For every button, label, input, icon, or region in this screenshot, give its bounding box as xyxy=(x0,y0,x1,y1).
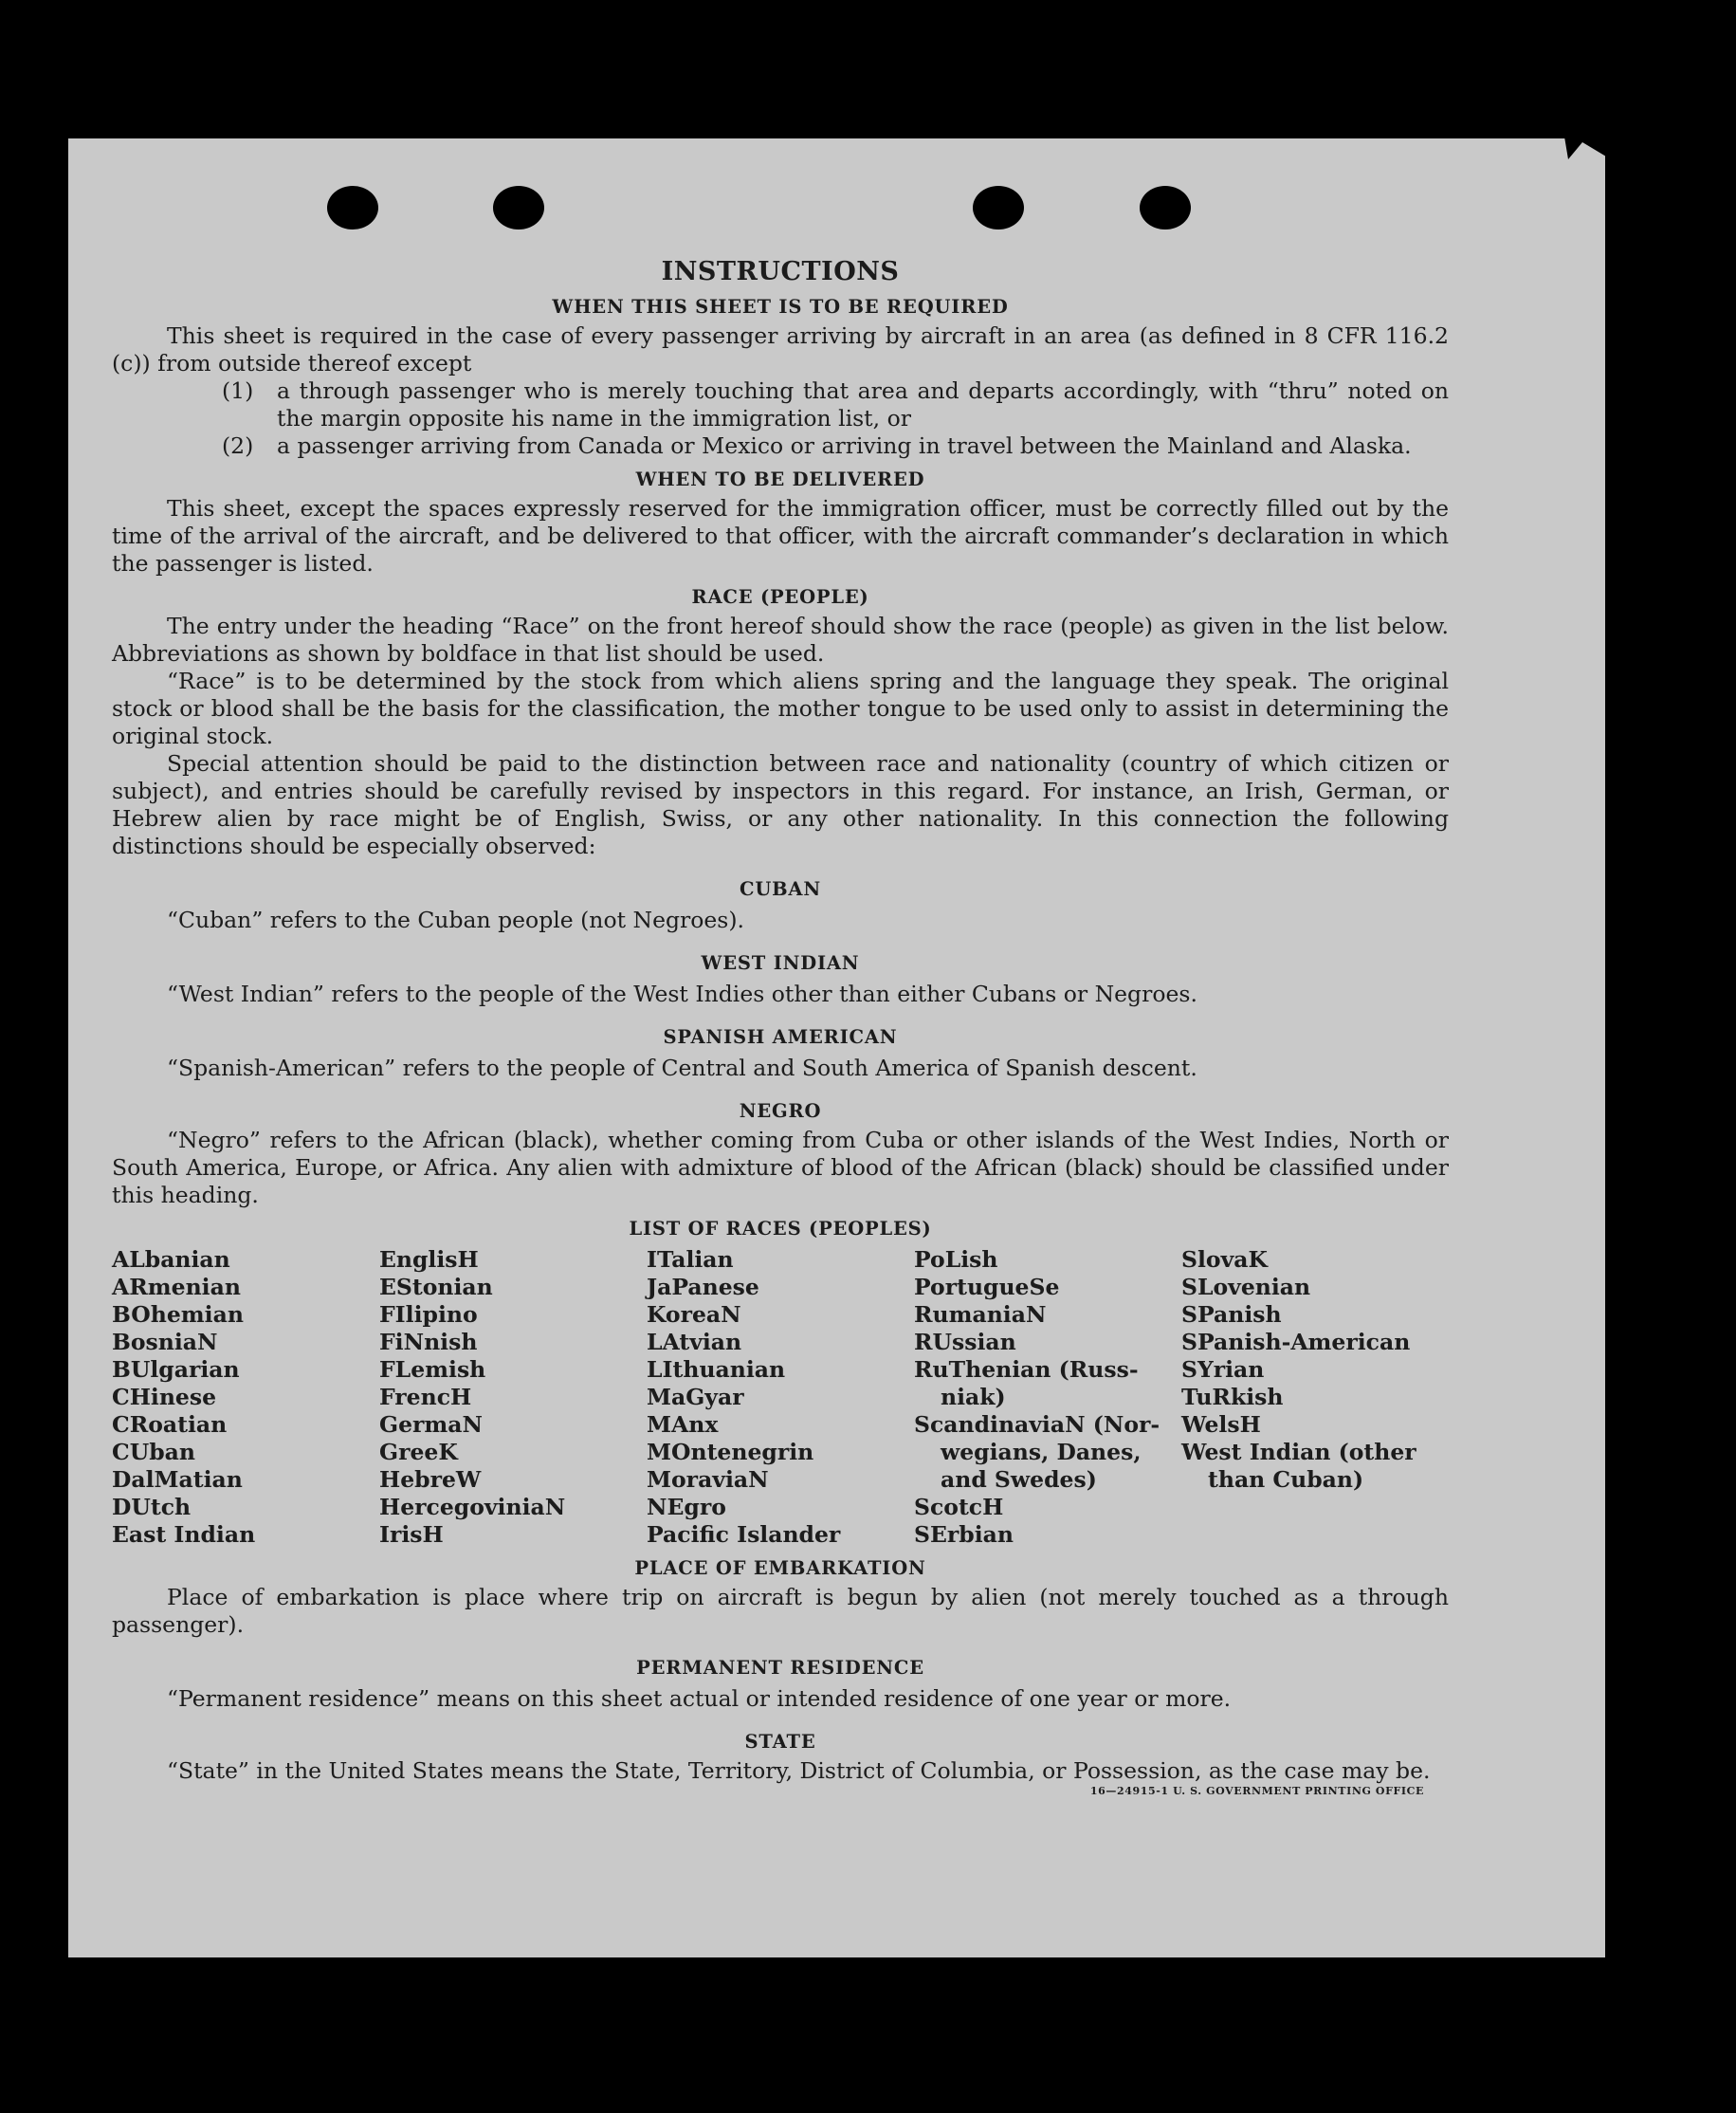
heading-state: STATE xyxy=(744,1731,816,1753)
race-item: MaGyar xyxy=(647,1384,744,1410)
race-item: PortugueSe xyxy=(914,1274,1060,1300)
race-item: MOntenegrin xyxy=(647,1439,814,1465)
heading-when-required: WHEN THIS SHEET IS TO BE REQUIRED xyxy=(552,296,1009,318)
race-item: ScandinaviaN (Nor- xyxy=(914,1411,1160,1438)
race-item: MAnx xyxy=(647,1411,719,1438)
spanish-american-definition: “Spanish-American” refers to the people of Central and South America of Spanish descent. xyxy=(167,1055,1197,1081)
punch-hole xyxy=(327,186,378,230)
race-item: FrencH xyxy=(379,1384,472,1410)
race-column xyxy=(112,1246,379,1549)
race-item: HercegoviniaN xyxy=(379,1494,566,1520)
race-paragraph-2: “Race” is to be determined by the stock from which aliens spring and the language they speak. The original stock or blood shall be the basis for the classification, the mother tongue to be used only to assist in determining the original stock. xyxy=(112,668,1449,749)
race-item: West Indian (other xyxy=(1181,1439,1416,1465)
race-item: BOhemian xyxy=(112,1301,244,1328)
printer-mark: 16—24915-1 U. S. GOVERNMENT PRINTING OFFICE xyxy=(1089,1785,1424,1797)
race-item: NEgro xyxy=(647,1494,726,1520)
residence-definition: “Permanent residence” means on this sheet actual or intended residence of one year or more. xyxy=(167,1685,1232,1712)
race-item: CHinese xyxy=(112,1384,217,1410)
punch-hole xyxy=(1140,186,1191,230)
document-sheet xyxy=(68,138,1605,1957)
race-item: FiNnish xyxy=(379,1329,478,1355)
race-item: WelsH xyxy=(1181,1411,1261,1438)
race-item: EnglisH xyxy=(379,1246,479,1273)
race-paragraph-3: Special attention should be paid to the distinction between race and nationality (country of which citizen or subject), and entries should be carefully revised by inspectors in this regard. For instance, an Irish, German, or Hebrew alien by race might be of English, Swiss, or any other nationality. In this connection the following distinctions should be especially observed: xyxy=(112,750,1449,859)
race-item: IrisH xyxy=(379,1521,444,1548)
race-item: East Indian xyxy=(112,1521,256,1548)
heading-cuban: CUBAN xyxy=(740,878,821,900)
race-item: SYrian xyxy=(1181,1356,1265,1383)
instructions-content xyxy=(112,258,1449,1805)
race-item: CUban xyxy=(112,1439,195,1465)
race-list xyxy=(112,1246,1449,1549)
race-item: BUlgarian xyxy=(112,1356,240,1383)
race-item: DUtch xyxy=(112,1494,192,1520)
race-item: SPanish-American xyxy=(1181,1329,1411,1355)
race-item: BosniaN xyxy=(112,1329,218,1355)
race-item: ALbanian xyxy=(112,1246,230,1273)
race-paragraph-1: The entry under the heading “Race” on the front hereof should show the race (people) as given in the list below. Abbreviations as shown by boldface in that list should be used. xyxy=(112,613,1449,667)
exception-number: (1) xyxy=(222,377,254,404)
race-item: PoLish xyxy=(914,1246,998,1273)
cuban-definition: “Cuban” refers to the Cuban people (not Negroes). xyxy=(167,907,745,933)
race-item: HebreW xyxy=(379,1466,482,1493)
exception-item xyxy=(112,432,1449,460)
race-column xyxy=(379,1246,647,1549)
footer-row xyxy=(112,1785,1449,1805)
race-item: FLemish xyxy=(379,1356,486,1383)
heading-west-indian: WEST INDIAN xyxy=(701,952,860,974)
race-column xyxy=(914,1246,1181,1549)
race-item-continued: than Cuban) xyxy=(1208,1466,1364,1493)
race-item: SPanish xyxy=(1181,1301,1282,1328)
heading-embarkation: PLACE OF EMBARKATION xyxy=(634,1557,926,1579)
race-item: ARmenian xyxy=(112,1274,241,1300)
race-item: LAtvian xyxy=(647,1329,742,1355)
heading-when-delivered: WHEN TO BE DELIVERED xyxy=(635,469,925,490)
exception-number: (2) xyxy=(222,432,254,459)
race-item: TuRkish xyxy=(1181,1384,1284,1410)
embarkation-text: Place of embarkation is place where trip on aircraft is begun by alien (not merely touched as a through passenger). xyxy=(112,1584,1449,1638)
race-item-continued: niak) xyxy=(941,1384,1006,1410)
race-column xyxy=(647,1246,914,1549)
race-item: LIthuanian xyxy=(647,1356,786,1383)
exception-text: a passenger arriving from Canada or Mexico or arriving in travel between the Mainland and Alaska. xyxy=(277,432,1412,459)
race-item-continued: and Swedes) xyxy=(941,1466,1097,1493)
heading-permanent-residence: PERMANENT RESIDENCE xyxy=(636,1657,924,1679)
race-item: GreeK xyxy=(379,1439,458,1465)
race-item: SErbian xyxy=(914,1521,1014,1548)
race-item: DalMatian xyxy=(112,1466,243,1493)
race-item: SLovenian xyxy=(1181,1274,1311,1300)
race-item: Pacific Islander xyxy=(647,1521,841,1548)
negro-definition: “Negro” refers to the African (black), whether coming from Cuba or other islands of the West Indies, North or South America, Europe, or Africa. Any alien with admixture of blood of the African (black) should be classified under this heading. xyxy=(112,1127,1449,1208)
race-item: ITalian xyxy=(647,1246,734,1273)
race-column xyxy=(1181,1246,1449,1549)
race-item: KoreaN xyxy=(647,1301,741,1328)
heading-negro: NEGRO xyxy=(739,1100,822,1122)
race-item: RUssian xyxy=(914,1329,1016,1355)
race-item: CRoatian xyxy=(112,1411,228,1438)
exception-item xyxy=(112,377,1449,432)
west-indian-definition: “West Indian” refers to the people of the West Indies other than either Cubans or Negroes. xyxy=(167,981,1197,1007)
race-item: ScotcH xyxy=(914,1494,1004,1520)
heading-race: RACE (PEOPLE) xyxy=(691,586,869,608)
race-item: RumaniaN xyxy=(914,1301,1047,1328)
race-item-continued: wegians, Danes, xyxy=(941,1439,1142,1465)
when-delivered-text: This sheet, except the spaces expressly reserved for the immigration officer, must be correctly filled out by the time of the arrival of the aircraft, and be delivered to that officer, with the aircraft commander’s declaration in which the passenger is listed. xyxy=(112,495,1449,577)
state-definition: “State” in the United States means the State, Territory, District of Columbia, or Possession, as the case may be. xyxy=(167,1757,1431,1784)
torn-corner xyxy=(1563,131,1611,159)
race-item: GermaN xyxy=(379,1411,483,1438)
punch-hole xyxy=(973,186,1024,230)
heading-list-of-races: LIST OF RACES (PEOPLES) xyxy=(629,1218,932,1240)
race-item: RuThenian (Russ- xyxy=(914,1356,1139,1383)
race-item: JaPanese xyxy=(647,1274,759,1300)
race-item: FIlipino xyxy=(379,1301,478,1328)
heading-spanish-american: SPANISH AMERICAN xyxy=(663,1026,898,1048)
race-item: MoraviaN xyxy=(647,1466,769,1493)
punch-hole xyxy=(493,186,544,230)
race-item: EStonian xyxy=(379,1274,493,1300)
exception-text: a through passenger who is merely touching that area and departs accordingly, with “thru” noted on the margin opposite his name in the immigration list, or xyxy=(277,377,1449,432)
when-required-intro: This sheet is required in the case of every passenger arriving by aircraft in an area (as defined in 8 CFR 116.2 (c)) from outside thereof except xyxy=(112,322,1449,377)
race-item: SlovaK xyxy=(1181,1246,1268,1273)
page-title: INSTRUCTIONS xyxy=(661,257,900,286)
